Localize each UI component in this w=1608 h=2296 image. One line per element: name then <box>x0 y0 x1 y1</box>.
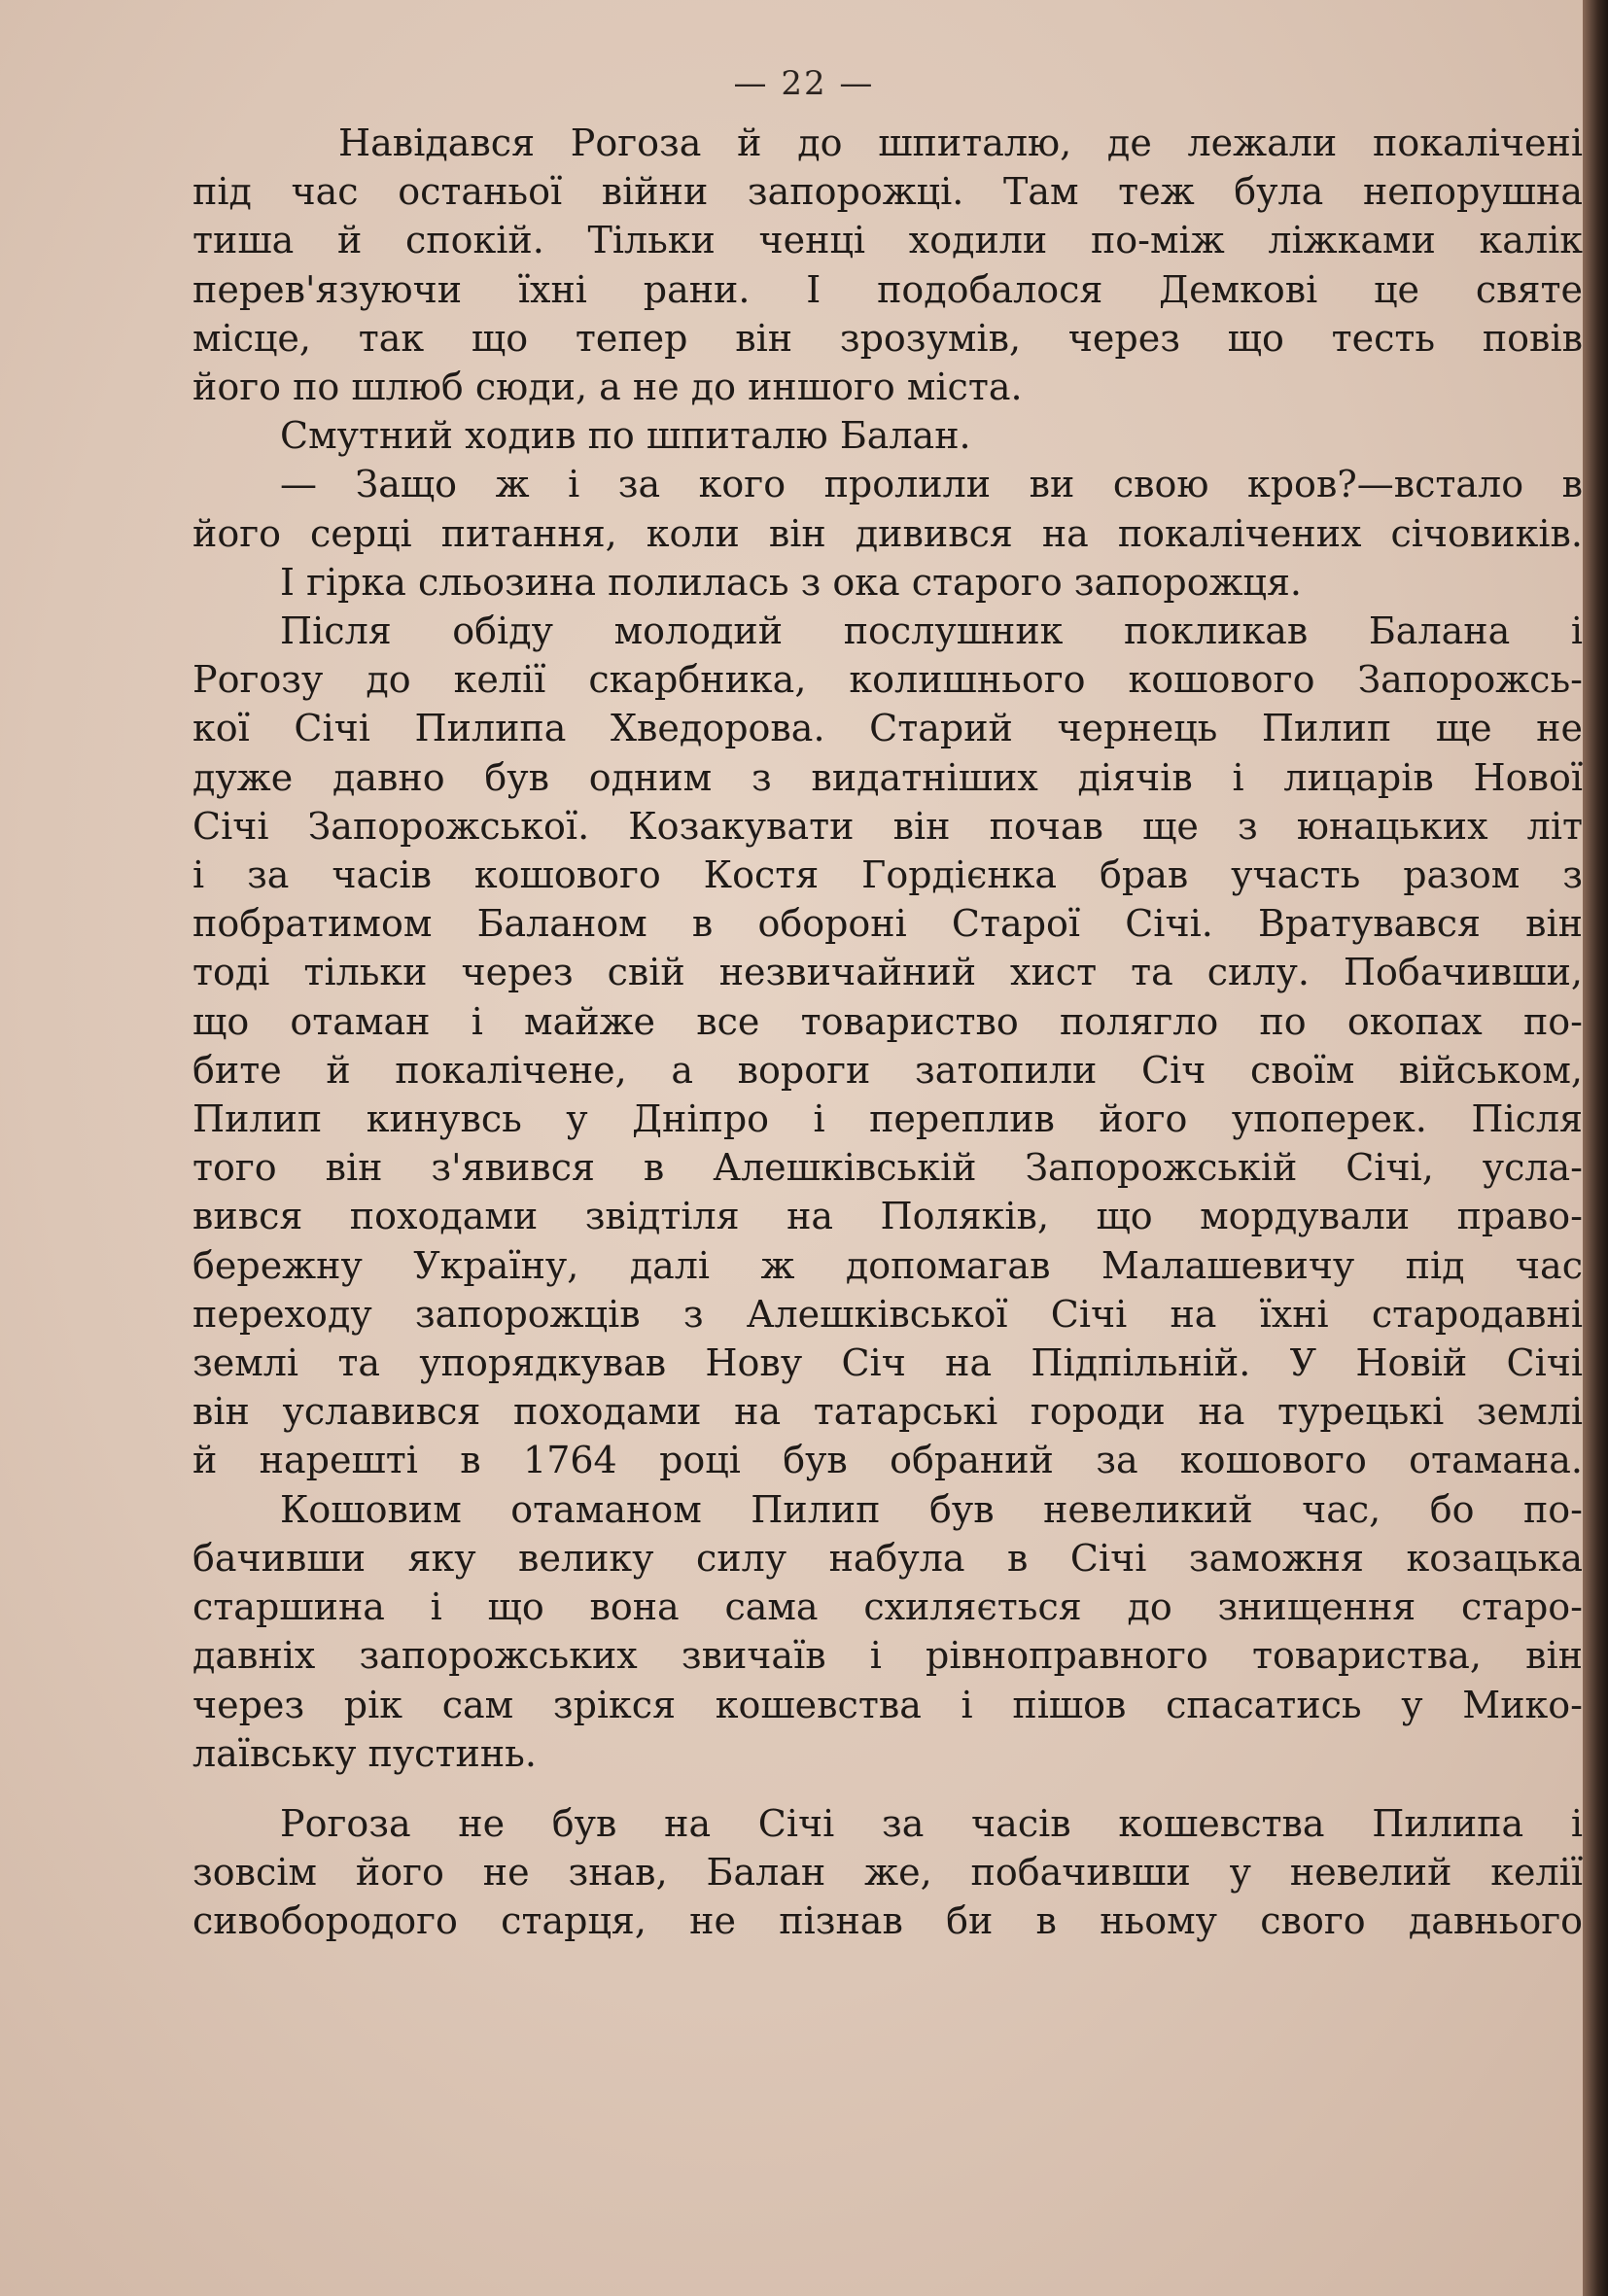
text-line: Рогозу до келії скарбника, колишнього кошового Запорожсь- <box>192 658 1583 702</box>
text-line: кої Січі Пилипа Хведорова. Старий чернець Пилип ще не <box>192 707 1583 750</box>
text-line: переходу запорожців з Алешківської Січі на їхні стародавні <box>192 1292 1583 1336</box>
text-line: лаївську пустинь. <box>192 1731 537 1775</box>
text-line: тиша й спокій. Тільки ченці ходили по-між ліжками калік <box>192 219 1583 262</box>
text-line: бите й покалічене, а вороги затопили Січ своїм військом, <box>192 1048 1583 1092</box>
text-line: старшина і що вона сама схиляється до знищення старо- <box>192 1585 1583 1629</box>
text-line: Навідався Рогоза й до шпиталю, де лежали покалічені <box>338 122 1583 164</box>
text-line: Січі Запорожської. Козакувати він почав ще з юнацьких літ <box>192 804 1583 848</box>
text-line: місце, так що тепер він зрозумів, через що тесть повів <box>192 316 1583 360</box>
text-line: бережну Україну, далі ж допомагав Малашевичу під час <box>192 1243 1583 1287</box>
text-line: і за часів кошового Костя Гордієнка брав участь разом з <box>192 853 1583 897</box>
text-line: Рогоза не був на Січі за часів кошевства Пилипа і <box>280 1801 1583 1845</box>
text-line: через рік сам зрікся кошевства і пішов спасатись у Мико- <box>192 1683 1583 1726</box>
page-number: — 22 — <box>733 64 875 103</box>
text-line: він уславився походами на татарські городи на турецькі землі <box>192 1390 1583 1434</box>
text-line: — Защо ж і за кого пролили ви свою кров?—встало в <box>280 463 1583 506</box>
text-line: того він з'явився в Алешківській Запорожській Січі, усла- <box>192 1146 1583 1190</box>
text-line: під час останьої війни запорожці. Там теж була непорушна <box>192 170 1583 214</box>
text-line: що отаман і майже все товариство полягло по окопах по- <box>192 999 1583 1043</box>
text-line: дуже давно був одним з видатніших діячів і лицарів Нової <box>192 755 1583 799</box>
text-line: сивобородого старця, не пізнав би в ньому свого давнього <box>192 1899 1583 1943</box>
text-line: вився походами звідтіля на Поляків, що мордували право- <box>192 1195 1583 1238</box>
paragraph-gap <box>192 1778 1583 1799</box>
text-line: Пилип кинувсь у Дніпро і переплив його упоперек. Після <box>192 1097 1583 1141</box>
text-line: землі та упорядкував Нову Січ на Підпільній. У Новій Січі <box>192 1341 1583 1385</box>
text-line: його серці питання, коли він дивився на покалічених січовиків. <box>192 511 1583 555</box>
text-line: зовсім його не знав, Балан же, побачивши у невелий келії <box>192 1851 1583 1895</box>
body-text <box>192 119 1583 1946</box>
text-line: тоді тільки через свій незвичайний хист та силу. Побачивши, <box>192 951 1583 994</box>
page-edge-shadow <box>1583 0 1608 2296</box>
text-line: Після обіду молодий послушник покликав Балана і <box>280 609 1583 653</box>
text-line: й нарешті в 1764 році був обраний за кошового отамана. <box>192 1439 1583 1482</box>
text-line: його по шлюб сюди, а не до иншого міста. <box>192 365 1023 409</box>
text-line: І гірка сльозина полилась з ока старого запорожця. <box>280 560 1303 604</box>
text-line: бачивши яку велику силу набула в Січі заможня козацька <box>192 1536 1583 1580</box>
text-line: Смутний ходив по шпиталю Балан. <box>280 414 971 458</box>
text-line: Кошовим отаманом Пилип був невеликий час, бо по- <box>280 1487 1583 1531</box>
text-line: перев'язуючи їхні рани. І подобалося Демкові це святе <box>192 267 1583 311</box>
text-line: побратимом Баланом в обороні Старої Січі. Вратувався він <box>192 902 1583 946</box>
text-line: давніх запорожських звичаїв і рівноправного товариства, він <box>192 1634 1583 1678</box>
